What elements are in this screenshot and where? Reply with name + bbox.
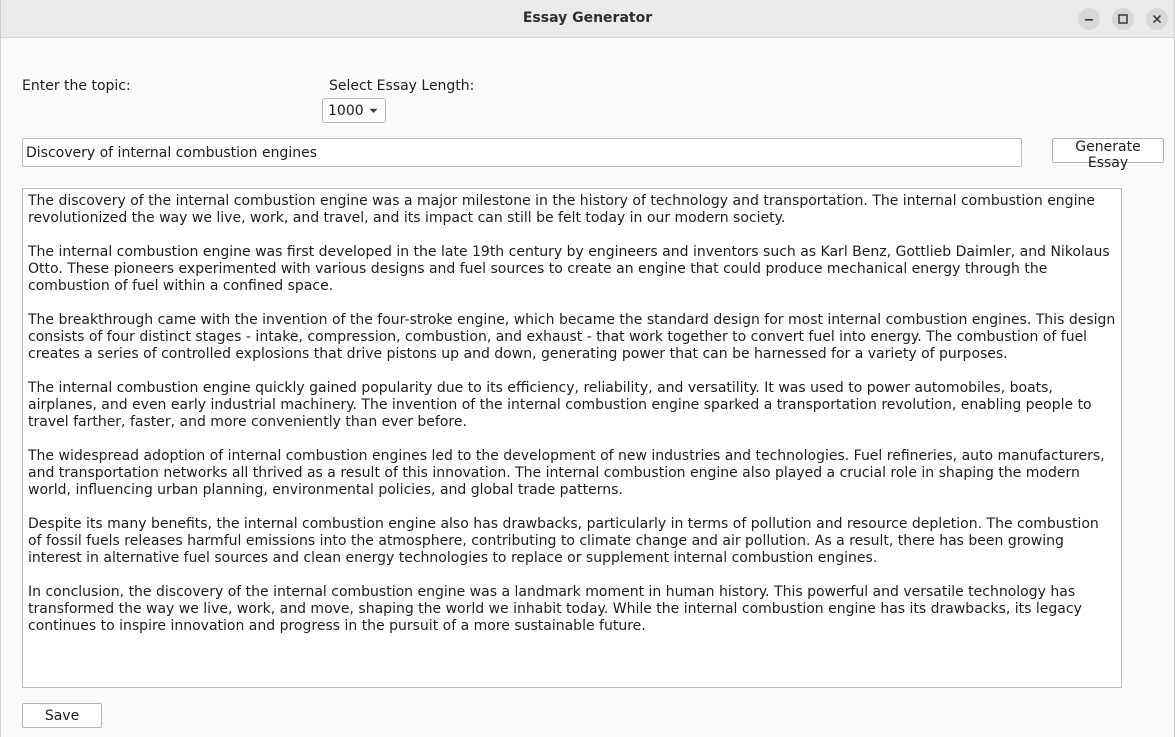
topic-input[interactable] xyxy=(22,138,1022,167)
essay-length-select[interactable] xyxy=(322,98,386,123)
minimize-button[interactable] xyxy=(1078,8,1100,30)
maximize-button[interactable] xyxy=(1112,8,1134,30)
save-button[interactable]: Save xyxy=(22,703,102,728)
essay-paragraph: In conclusion, the discovery of the internal combustion engine was a landmark moment in human history. This powerful and versatile technology has transformed the way we live, work, and move, shaping the world we inhabit today. While the internal combustion engine has its drawbacks, its legacy continues to inspire innovation and progress in the pursuit of a more sustainable future. xyxy=(28,584,1082,634)
essay-length-value: 1000 xyxy=(328,103,364,119)
title-bar[interactable] xyxy=(1,0,1174,38)
essay-paragraph: The internal combustion engine quickly gained popularity due to its efficiency, reliability, and versatility. It was used to power automobiles, boats, airplanes, and even early industrial machinery. The invention of the internal combustion engine sparked a transportation revolution, enabling people to travel farther, faster, and more conveniently than ever before. xyxy=(28,380,1092,430)
chevron-down-icon xyxy=(369,108,378,114)
essay-paragraph: The internal combustion engine was first developed in the late 19th century by engineers and inventors such as Karl Benz, Gottlieb Daimler, and Nikolaus Otto. These pioneers experimented with various designs and fuel sources to create an engine that could produce mechanical energy through the combustion of fuel within a confined space. xyxy=(28,244,1110,294)
maximize-icon xyxy=(1118,14,1128,24)
minimize-icon xyxy=(1084,14,1094,24)
essay-paragraph: The breakthrough came with the invention of the four-stroke engine, which became the standard design for most internal combustion engines. This design consists of four distinct stages - intake, compression, combustion, and exhaust - that work together to convert fuel into energy. The combustion of fuel creates a series of controlled explosions that drive pistons up and down, generating power that can be harnessed for a variety of purposes. xyxy=(28,312,1116,362)
essay-output[interactable] xyxy=(22,188,1122,688)
essay-length-label: Select Essay Length: xyxy=(329,78,475,94)
essay-paragraph: The discovery of the internal combustion engine was a major milestone in the history of technology and transportation. The internal combustion engine revolutionized the way we live, work, and travel, and its impact can still be felt today in our modern society. xyxy=(28,193,1095,226)
essay-paragraph: Despite its many benefits, the internal combustion engine also has drawbacks, particularly in terms of pollution and resource depletion. The combustion of fossil fuels releases harmful emissions into the atmosphere, contributing to climate change and air pollution. As a result, there has been growing interest in alternative fuel sources and clean energy technologies to replace or supplement internal combustion engines. xyxy=(28,516,1099,566)
generate-essay-button[interactable]: Generate Essay xyxy=(1052,138,1164,163)
essay-paragraph: The widespread adoption of internal combustion engines led to the development of new industries and technologies. Fuel refineries, auto manufacturers, and transportation networks all thrived as a result of this innovation. The internal combustion engine also played a crucial role in shaping the modern world, influencing urban planning, environmental policies, and global trade patterns. xyxy=(28,448,1105,498)
close-icon xyxy=(1152,14,1162,24)
topic-label: Enter the topic: xyxy=(22,78,131,94)
close-button[interactable] xyxy=(1146,8,1168,30)
window-title: Essay Generator xyxy=(522,10,653,26)
